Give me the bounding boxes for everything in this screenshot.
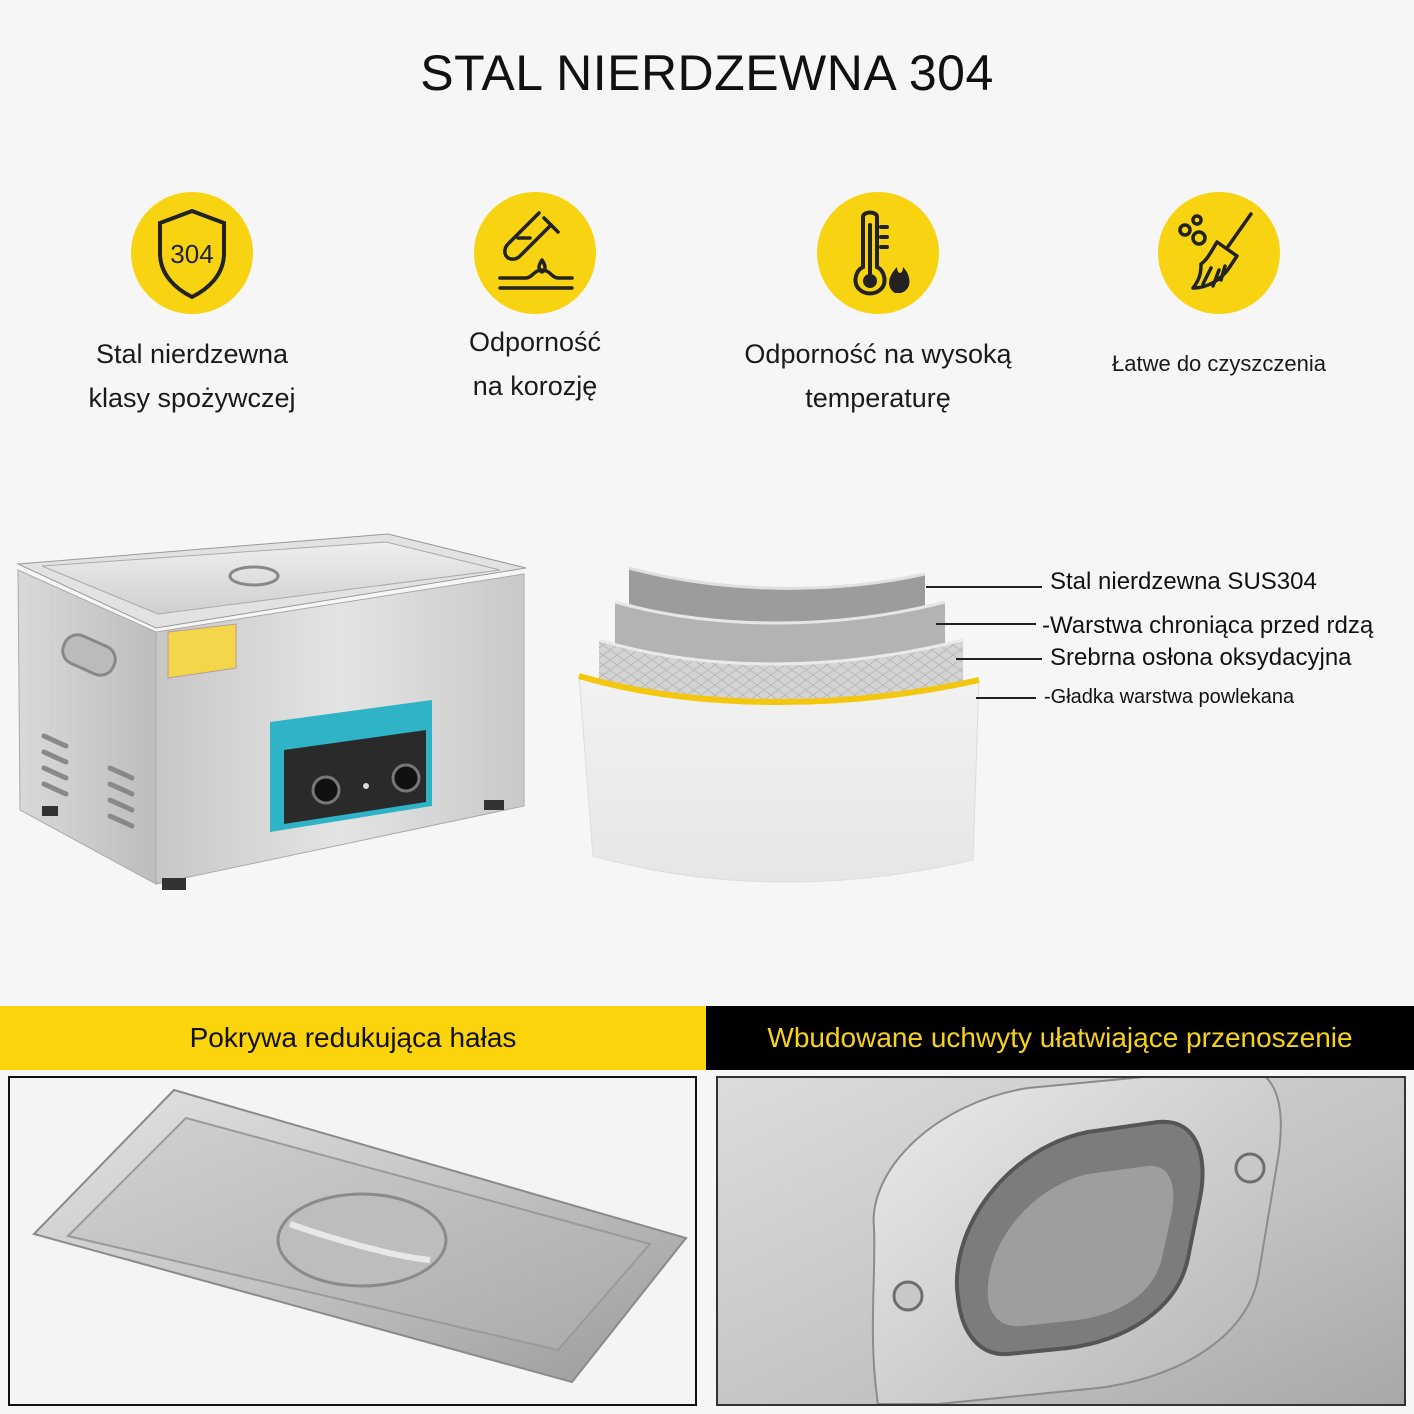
feature-food-grade xyxy=(42,192,342,420)
layer-label-oxidation-shield: Srebrna osłona oksydacyjna xyxy=(1050,644,1352,671)
feature-label-line: klasy spożywczej xyxy=(88,383,296,413)
feature-label-line: temperaturę xyxy=(805,383,951,413)
feature-icon-circle xyxy=(131,192,253,314)
leader-line xyxy=(936,623,1036,625)
feature-label-line: Odporność xyxy=(468,327,602,357)
leader-line xyxy=(956,658,1042,660)
feature-icon-circle xyxy=(474,192,596,314)
feature-label xyxy=(1069,344,1369,384)
feature-icon-circle xyxy=(817,192,939,314)
feature-label-line: Łatwe do czyszczenia xyxy=(1112,351,1326,376)
feature-label xyxy=(42,332,342,420)
banner-lid: Pokrywa redukująca hałas xyxy=(0,1006,706,1070)
ultrasonic-cleaner-image xyxy=(14,528,534,900)
feature-label xyxy=(728,332,1028,420)
leader-line xyxy=(976,697,1036,699)
steel-layers-illustration xyxy=(575,560,995,890)
leader-line xyxy=(926,586,1042,588)
layer-label-smooth-coating: -Gładka warstwa powlekana xyxy=(1044,686,1295,708)
layer-label-sus304: Stal nierdzewna SUS304 xyxy=(1050,568,1317,595)
feature-label-line: Stal nierdzewna xyxy=(95,339,289,369)
feature-label-line: na korozję xyxy=(472,371,598,401)
layer-label-rust-protection: -Warstwa chroniąca przed rdzą xyxy=(1042,612,1374,639)
banner-handles: Wbudowane uchwyty ułatwiające przenoszenie xyxy=(706,1006,1414,1070)
feature-corrosion xyxy=(385,192,685,408)
shield-304-icon xyxy=(150,205,234,301)
page-title: STAL NIERDZEWNA 304 xyxy=(420,45,994,101)
thermometer-flame-icon xyxy=(833,205,923,301)
broom-bubbles-icon xyxy=(1171,208,1267,298)
test-tube-drop-icon xyxy=(490,208,580,298)
feature-icon-circle xyxy=(1158,192,1280,314)
feature-label xyxy=(385,320,685,408)
feature-high-temperature xyxy=(728,192,1028,420)
feature-label-line: Odporność na wysoką xyxy=(744,339,1012,369)
feature-easy-clean xyxy=(1069,192,1369,384)
handle-photo xyxy=(716,1076,1406,1406)
svg-text:304: 304 xyxy=(170,239,214,269)
lid-photo xyxy=(8,1076,697,1406)
